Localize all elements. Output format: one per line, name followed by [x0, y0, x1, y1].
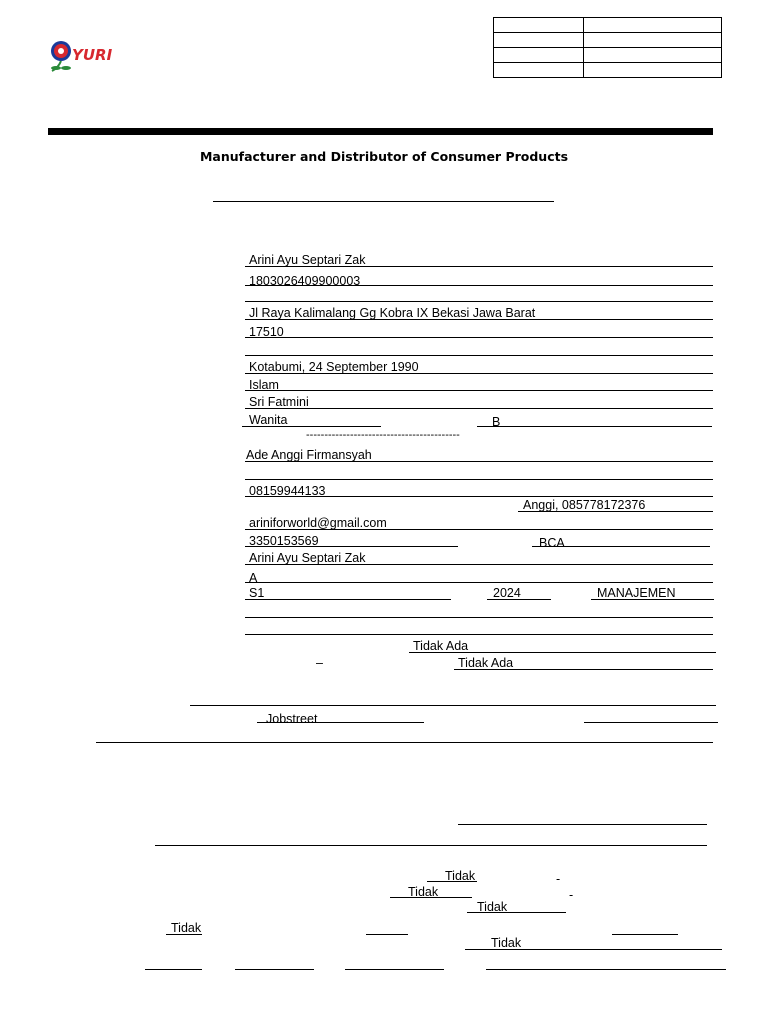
blank-line-10[interactable] — [155, 845, 707, 846]
grade-line[interactable] — [245, 582, 713, 583]
dash-mark: – — [316, 656, 323, 670]
blank-line-5[interactable] — [245, 634, 713, 635]
question-4-line[interactable] — [166, 934, 202, 935]
company-logo — [48, 38, 128, 74]
answer-1-value: Tidak Ada — [413, 639, 469, 653]
education-level-value: S1 — [249, 586, 265, 600]
account-number-value: 3350153569 — [249, 534, 319, 548]
signature-line-2[interactable] — [235, 969, 314, 970]
graduation-year-line[interactable] — [487, 599, 551, 600]
separator-dashes: ------------------------------------------ — [306, 429, 460, 441]
blood-type-value: B — [492, 415, 501, 429]
blank-line-6[interactable] — [190, 705, 716, 706]
spouse-name-value: Ade Anggi Firmansyah — [246, 448, 372, 462]
graduation-year-value: 2024 — [493, 586, 521, 600]
question-1-mark: - — [556, 872, 561, 886]
job-source-value: Jobstreet — [266, 712, 318, 726]
emergency-contact-line[interactable] — [518, 511, 713, 512]
job-source-line[interactable] — [257, 722, 424, 723]
id-number-line[interactable] — [245, 285, 713, 286]
logo-text: YURI — [72, 46, 113, 64]
email-line[interactable] — [245, 529, 713, 530]
answer-1-line[interactable] — [409, 652, 716, 653]
blank-line-7[interactable] — [584, 722, 718, 723]
answer-2-line[interactable] — [454, 669, 713, 670]
blank-line-12[interactable] — [612, 934, 678, 935]
full-name-value: Arini Ayu Septari Zak — [249, 253, 366, 267]
birth-place-date-line[interactable] — [245, 373, 713, 374]
question-2-mark: - — [569, 888, 574, 902]
bank-line[interactable] — [532, 546, 710, 547]
address-value: Jl Raya Kalimalang Gg Kobra IX Bekasi Jawa Barat — [249, 306, 536, 320]
question-1-answer: Tidak — [445, 869, 476, 883]
header-rule — [48, 128, 713, 135]
major-line[interactable] — [591, 599, 714, 600]
gender-line[interactable] — [242, 426, 381, 427]
account-holder-value: Arini Ayu Septari Zak — [249, 551, 366, 565]
major-value: MANAJEMEN — [597, 586, 676, 600]
phone-value: 08159944133 — [249, 484, 326, 498]
phone-line[interactable] — [245, 496, 713, 497]
education-level-line[interactable] — [245, 599, 451, 600]
question-2-answer: Tidak — [408, 885, 439, 899]
title-underline — [213, 201, 554, 202]
religion-line[interactable] — [245, 390, 713, 391]
mother-name-line[interactable] — [245, 408, 713, 409]
id-number-value: 1803026409900003 — [249, 274, 361, 288]
full-name-line[interactable] — [245, 266, 713, 267]
account-number-line[interactable] — [245, 546, 458, 547]
spouse-name-line[interactable] — [245, 461, 713, 462]
blood-type-line[interactable] — [477, 426, 712, 427]
question-1-line[interactable] — [427, 881, 477, 882]
blank-line-2[interactable] — [245, 355, 713, 356]
answer-2-value: Tidak Ada — [458, 656, 514, 670]
question-5-line[interactable] — [465, 949, 722, 950]
mother-name-value: Sri Fatmini — [249, 395, 309, 409]
question-4-answer: Tidak — [171, 921, 202, 935]
gender-value: Wanita — [249, 413, 288, 427]
blank-line-11[interactable] — [366, 934, 408, 935]
email-value: ariniforworld@gmail.com — [249, 516, 387, 530]
question-3-line[interactable] — [467, 912, 566, 913]
postal-code-line[interactable] — [245, 337, 713, 338]
blank-line-8[interactable] — [96, 742, 713, 743]
question-3-answer: Tidak — [477, 900, 508, 914]
bank-value: BCA — [539, 536, 565, 550]
signature-line-4[interactable] — [486, 969, 726, 970]
question-5-answer: Tidak — [491, 936, 522, 950]
account-holder-line[interactable] — [245, 564, 713, 565]
document-control-table — [493, 17, 722, 78]
postal-code-value: 17510 — [249, 325, 284, 339]
emergency-contact-value: Anggi, 085778172376 — [523, 498, 646, 512]
company-subtitle: Manufacturer and Distributor of Consumer Products — [199, 149, 569, 164]
blank-line-1[interactable] — [245, 301, 713, 302]
question-2-line[interactable] — [390, 897, 472, 898]
blank-line-9[interactable] — [458, 824, 707, 825]
blank-line-3[interactable] — [245, 479, 713, 480]
birth-place-date-value: Kotabumi, 24 September 1990 — [249, 360, 419, 374]
religion-value: Islam — [249, 378, 279, 392]
grade-value: A — [249, 571, 258, 585]
signature-line-1[interactable] — [145, 969, 202, 970]
signature-line-3[interactable] — [345, 969, 444, 970]
blank-line-4[interactable] — [245, 617, 713, 618]
flower-icon — [51, 41, 71, 71]
address-line[interactable] — [245, 319, 713, 320]
